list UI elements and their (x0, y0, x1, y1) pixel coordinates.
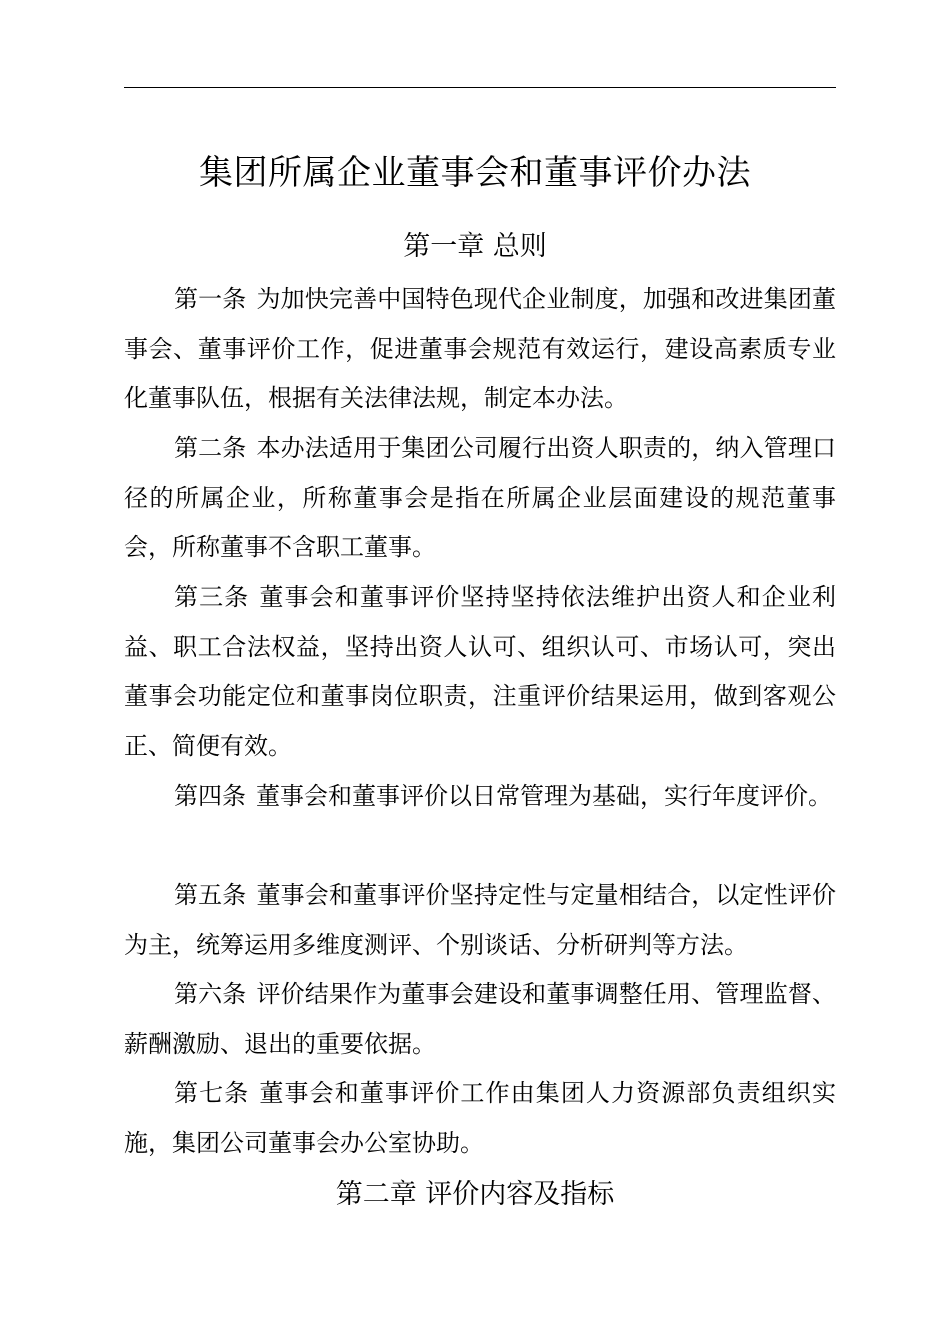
document-title: 集团所属企业董事会和董事评价办法 (199, 153, 751, 193)
article-number: 第五条 (174, 881, 247, 909)
article-2 (124, 424, 836, 573)
article-text: 为加快完善中国特色现代企业制度，加强和改进集团董事会、董事评价工作，促进董事会规范有效运行，建设高素质专业化董事队伍，根据有关法律法规，制定本办法。 (124, 285, 837, 412)
article-6 (124, 970, 836, 1069)
chapter-heading-1: 第一章 总则 (403, 231, 547, 262)
article-4 (124, 772, 836, 822)
article-text: 本办法适用于集团公司履行出资人职责的，纳入管理口径的所属企业，所称董事会是指在所属企业层面建设的规范董事会，所称董事不含职工董事。 (124, 434, 837, 561)
header-rule (124, 87, 836, 88)
article-text: 董事会和董事评价坚持坚持依法维护出资人和企业利益、职工合法权益，坚持出资人认可、组织认可、市场认可，突出董事会功能定位和董事岗位职责，注重评价结果运用，做到客观公正、简便有效。 (124, 583, 837, 760)
article-number: 第六条 (174, 980, 247, 1008)
article-number: 第三条 (174, 583, 250, 611)
article-text: 评价结果作为董事会建设和董事调整任用、管理监督、薪酬激励、退出的重要依据。 (124, 980, 837, 1058)
article-text: 董事会和董事评价以日常管理为基础，实行年度评价。 (256, 782, 832, 810)
article-7 (124, 1069, 836, 1168)
article-number: 第一条 (174, 285, 247, 313)
article-number: 第四条 (174, 782, 246, 810)
article-number: 第七条 (174, 1079, 250, 1107)
article-1 (124, 275, 836, 424)
chapter-heading-2: 第二章 评价内容及指标 (335, 1179, 615, 1210)
article-number: 第二条 (174, 434, 247, 462)
article-text: 董事会和董事评价工作由集团人力资源部负责组织实施，集团公司董事会办公室协助。 (124, 1079, 837, 1157)
article-3 (124, 573, 836, 771)
article-text: 董事会和董事评价坚持定性与定量相结合，以定性评价为主，统筹运用多维度测评、个别谈话、分析研判等方法。 (124, 881, 837, 959)
article-5 (124, 871, 836, 970)
